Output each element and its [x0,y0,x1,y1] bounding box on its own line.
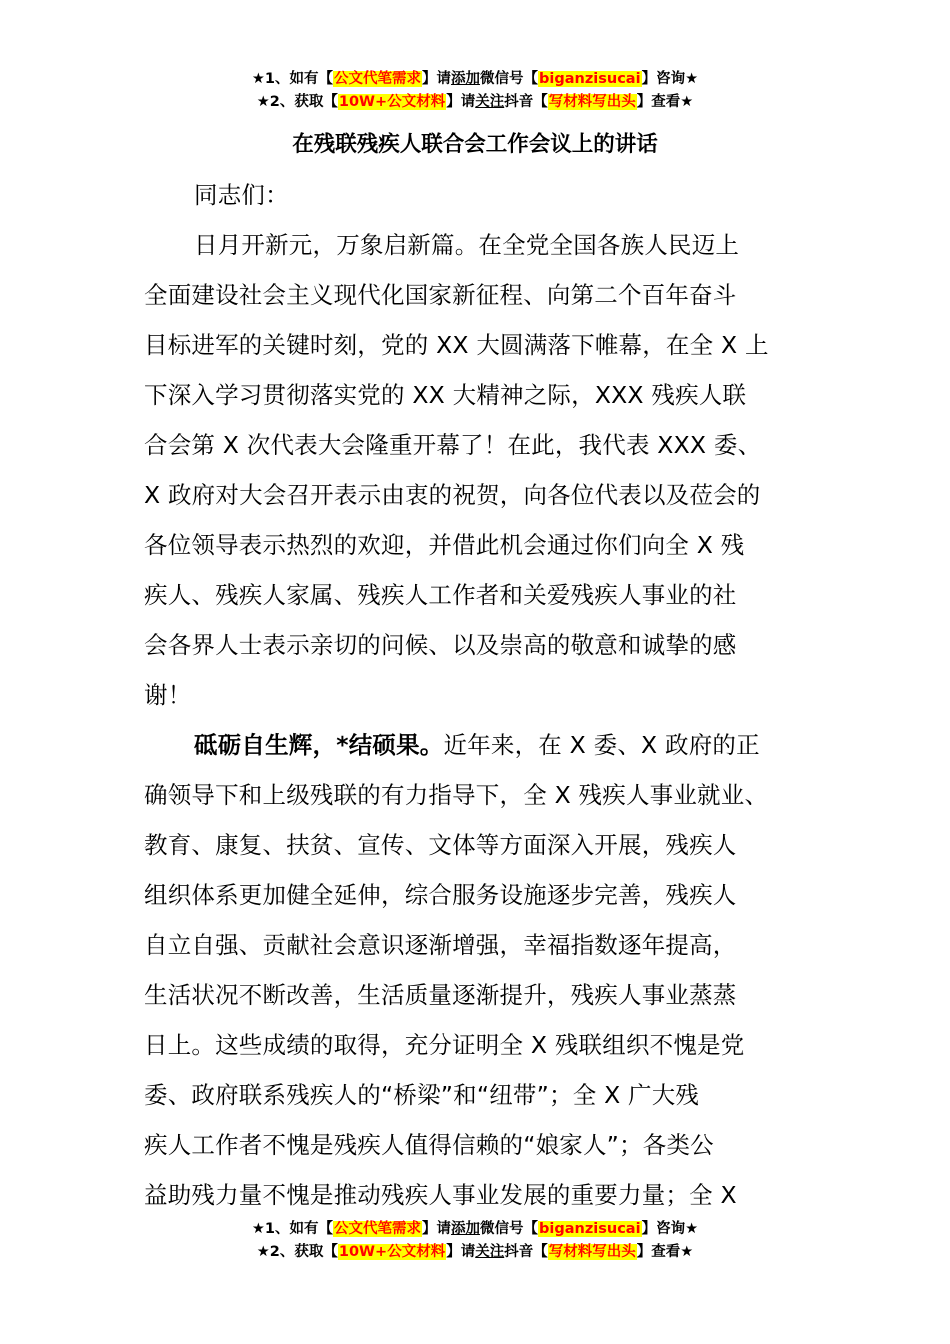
promo-highlight: 写材料写出头 [548,94,636,110]
text-line: 组织体系更加健全延伸，综合服务设施逐步完善，残疾人 [144,881,737,909]
promo-highlight: 10W+公文材料 [338,1244,446,1260]
text-line: 确领导下和上级残联的有力指导下，全 X 残疾人事业就业、 [144,781,769,809]
promo-text: 抖音【 [504,1244,548,1260]
promo-text: 抖音【 [504,94,548,110]
promo-text: ★1、如有【 [251,71,334,87]
paragraph-text: 近年来，在 X 委、X 政府的正 [443,731,760,759]
text-line: X 政府对大会召开表示由衷的祝贺，向各位代表以及莅会的 [144,481,761,509]
salutation: 同志们： [194,181,289,209]
text-line: 疾人、残疾人家属、残疾人工作者和关爱残疾人事业的社 [144,581,737,609]
text-line: 日上。这些成绩的取得，充分证明全 X 残联组织不愧是党 [144,1031,745,1059]
paragraph-2-first-line [144,720,829,770]
promo-text: 】请 [422,1221,452,1237]
promo-highlight: 10W+公文材料 [338,94,446,110]
text-line: 下深入学习贯彻落实党的 XX 大精神之际，XXX 残疾人联 [144,381,747,409]
promo-underline: 关注 [475,1244,505,1260]
promo-line-1 [0,1218,950,1241]
promo-text: 】请 [446,94,476,110]
promo-text: 】咨询★ [641,1221,699,1237]
promo-text: 】查看★ [636,1244,694,1260]
document-title: 在残联残疾人联合会工作会议上的讲话 [292,132,658,157]
text-line: 会各界人士表示亲切的问候、以及崇高的敬意和诚挚的感 [144,631,737,659]
promo-line-2 [0,91,950,114]
promo-highlight: biganzisucai [539,71,641,87]
promo-underline: 添加 [451,1221,481,1237]
promo-line-2 [0,1241,950,1264]
promo-text: ★1、如有【 [251,1221,334,1237]
promo-underline: 添加 [451,71,481,87]
promo-header [0,68,950,114]
text-line: 各位领导表示热烈的欢迎，并借此机会通过你们向全 X 残 [144,531,745,559]
paragraph-2 [144,770,829,1220]
promo-highlight: 公文代笔需求 [334,71,422,87]
promo-text: ★2、获取【 [256,1244,338,1260]
text-line: 目标进军的关键时刻，党的 XX 大圆满落下帷幕，在全 X 上 [144,331,769,359]
text-line: 疾人工作者不愧是残疾人值得信赖的“娘家人”；各类公 [144,1131,714,1159]
promo-text: 】咨询★ [641,71,699,87]
text-line: 全面建设社会主义现代化国家新征程、向第二个百年奋斗 [144,281,737,309]
promo-text: ★2、获取【 [256,94,338,110]
promo-text: 】查看★ [636,94,694,110]
promo-footer [0,1218,950,1264]
promo-text: 】请 [422,71,452,87]
promo-highlight: 写材料写出头 [548,1244,636,1260]
promo-highlight: biganzisucai [539,1221,641,1237]
text-line: 日月开新元，万象启新篇。在全党全国各族人民迈上 [194,231,740,259]
promo-line-1 [0,68,950,91]
text-line: 生活状况不断改善，生活质量逐渐提升，残疾人事业蒸蒸 [144,981,737,1009]
text-line: 合会第 X 次代表大会隆重开幕了！在此，我代表 XXX 委、 [144,431,762,459]
promo-text: 】请 [446,1244,476,1260]
paragraph-heading: 砥砺自生辉，*结硕果。 [194,731,444,759]
promo-highlight: 公文代笔需求 [334,1221,422,1237]
text-line: 谢！ [144,681,192,709]
text-line: 委、政府联系残疾人的“桥梁”和“纽带”；全 X 广大残 [144,1081,700,1109]
promo-underline: 关注 [475,94,505,110]
document-body [144,170,829,1220]
paragraph-1 [144,220,829,720]
promo-text: 微信号【 [480,71,539,87]
promo-text: 微信号【 [480,1221,539,1237]
text-line: 益助残力量不愧是推动残疾人事业发展的重要力量；全 X [144,1181,737,1209]
text-line: 教育、康复、扶贫、宣传、文体等方面深入开展，残疾人 [144,831,737,859]
text-line: 自立自强、贡献社会意识逐渐增强，幸福指数逐年提高， [144,931,737,959]
